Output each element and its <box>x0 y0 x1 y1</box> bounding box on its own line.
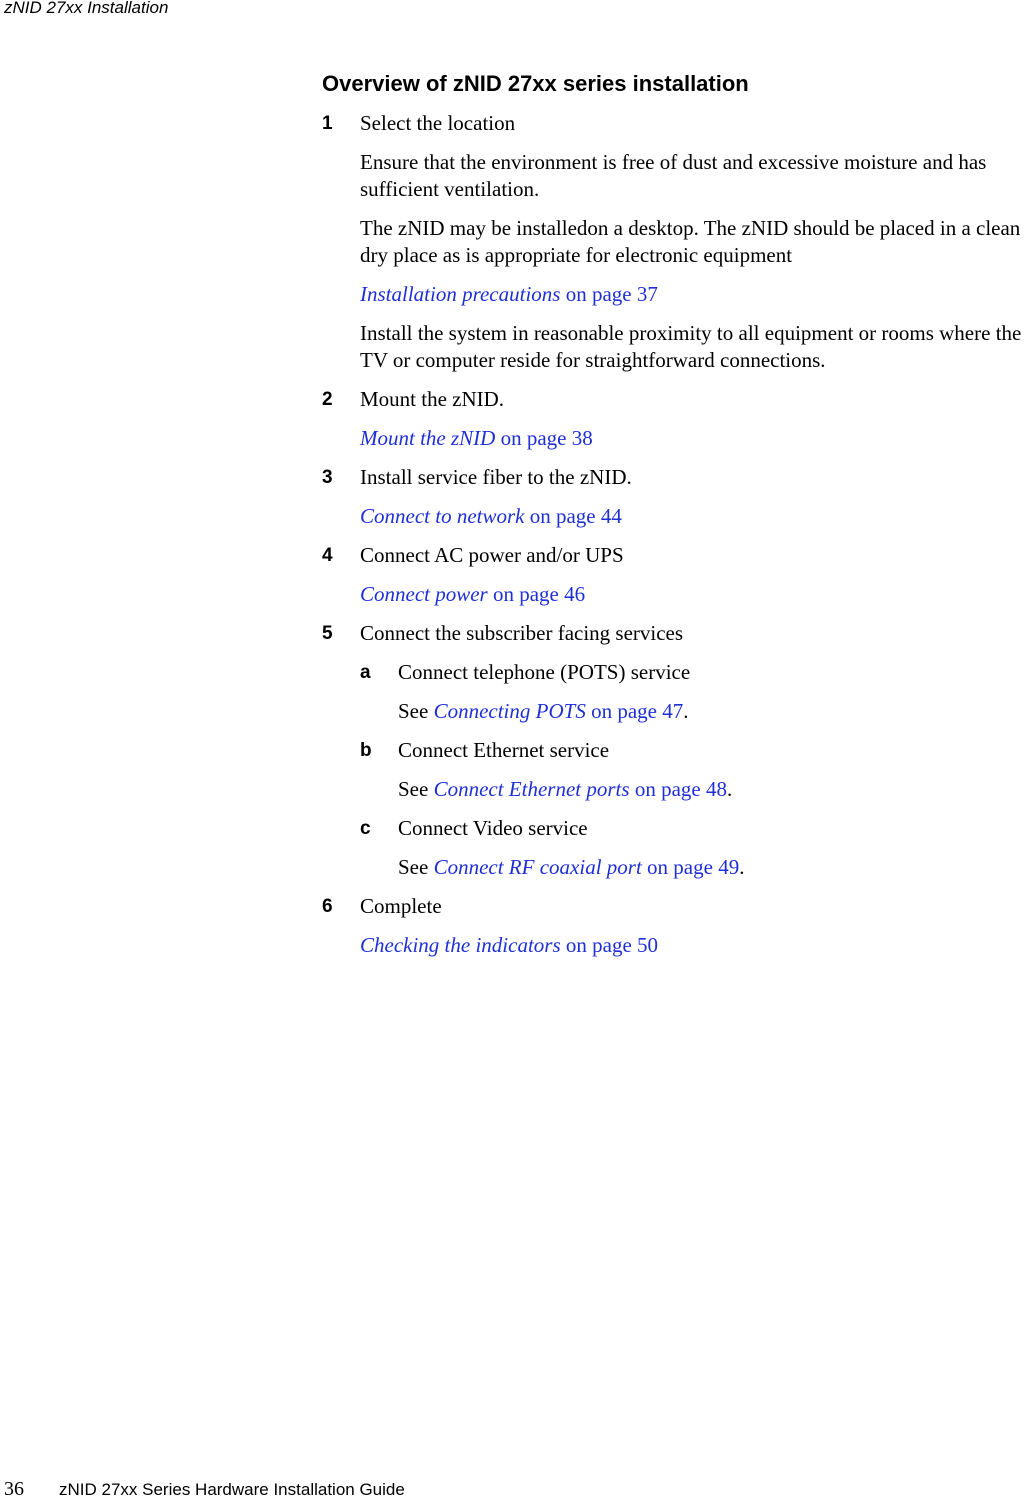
substep-letter: b <box>360 740 372 761</box>
substep-c <box>360 815 1025 881</box>
substep-letter: c <box>360 818 371 839</box>
section-content <box>322 68 1025 971</box>
substep-title: Connect Ethernet service <box>398 738 610 762</box>
xref-link-connect-rf-coaxial-port[interactable]: Connect RF coaxial port on page 49 <box>433 855 740 879</box>
step-3 <box>322 464 1025 530</box>
xref-line: See Connecting POTS on page 47. <box>398 699 689 723</box>
step-title: Connect the subscriber facing services <box>360 621 684 645</box>
xref-link-installation-precautions[interactable]: Installation precautions on page 37 <box>360 282 658 306</box>
step-title: Install service fiber to the zNID. <box>360 465 632 489</box>
step-number: 4 <box>322 545 333 566</box>
step-title: Complete <box>360 894 442 918</box>
xref-link-connect-power[interactable]: Connect power on page 46 <box>360 582 586 606</box>
page-number: 36 <box>4 1478 24 1500</box>
step-2 <box>322 386 1025 452</box>
step-number: 5 <box>322 623 333 644</box>
substep-letter: a <box>360 662 371 683</box>
book-title: zNID 27xx Series Hardware Installation Guide <box>59 1480 405 1499</box>
step-4 <box>322 542 1025 608</box>
step-number: 3 <box>322 467 333 488</box>
step-paragraph: The zNID may be installedon a desktop. The zNID should be placed in a clean dry place as is appropriate for electronic equipment <box>360 216 1021 267</box>
xref-link-mount-the-znid[interactable]: Mount the zNID on page 38 <box>360 426 593 450</box>
step-number: 6 <box>322 896 333 917</box>
xref-line: See Connect Ethernet ports on page 48. <box>398 777 733 801</box>
xref-line <box>360 581 1025 608</box>
substep-b <box>360 737 1025 803</box>
xref-line <box>360 281 1025 308</box>
xref-link-checking-the-indicators[interactable]: Checking the indicators on page 50 <box>360 933 659 957</box>
substep-title: Connect Video service <box>398 816 588 840</box>
step-number: 2 <box>322 389 333 410</box>
step-title: Connect AC power and/or UPS <box>360 543 624 567</box>
section-title: Overview of zNID 27xx series installation <box>322 71 749 96</box>
substep-title: Connect telephone (POTS) service <box>398 660 691 684</box>
page-footer <box>4 1478 405 1501</box>
step-paragraph: Install the system in reasonable proximity to all equipment or rooms where the TV or computer reside for straightforward connections. <box>360 321 1022 372</box>
xref-link-connecting-pots[interactable]: Connecting POTS on page 47 <box>433 699 684 723</box>
xref-line <box>360 425 1025 452</box>
running-head: zNID 27xx Installation <box>4 0 169 17</box>
xref-link-connect-to-network[interactable]: Connect to network on page 44 <box>360 504 622 528</box>
step-title: Select the location <box>360 111 516 135</box>
xref-line: See Connect RF coaxial port on page 49. <box>398 855 745 879</box>
step-paragraph: Ensure that the environment is free of dust and excessive moisture and has sufficient ventilation. <box>360 150 987 201</box>
step-5 <box>322 620 1025 881</box>
step-1 <box>322 110 1025 374</box>
substep-a <box>360 659 1025 725</box>
step-number: 1 <box>322 113 333 134</box>
xref-line <box>360 932 1025 959</box>
step-6 <box>322 893 1025 959</box>
step-title: Mount the zNID. <box>360 387 505 411</box>
xref-link-connect-ethernet-ports[interactable]: Connect Ethernet ports on page 48 <box>433 777 727 801</box>
xref-line <box>360 503 1025 530</box>
